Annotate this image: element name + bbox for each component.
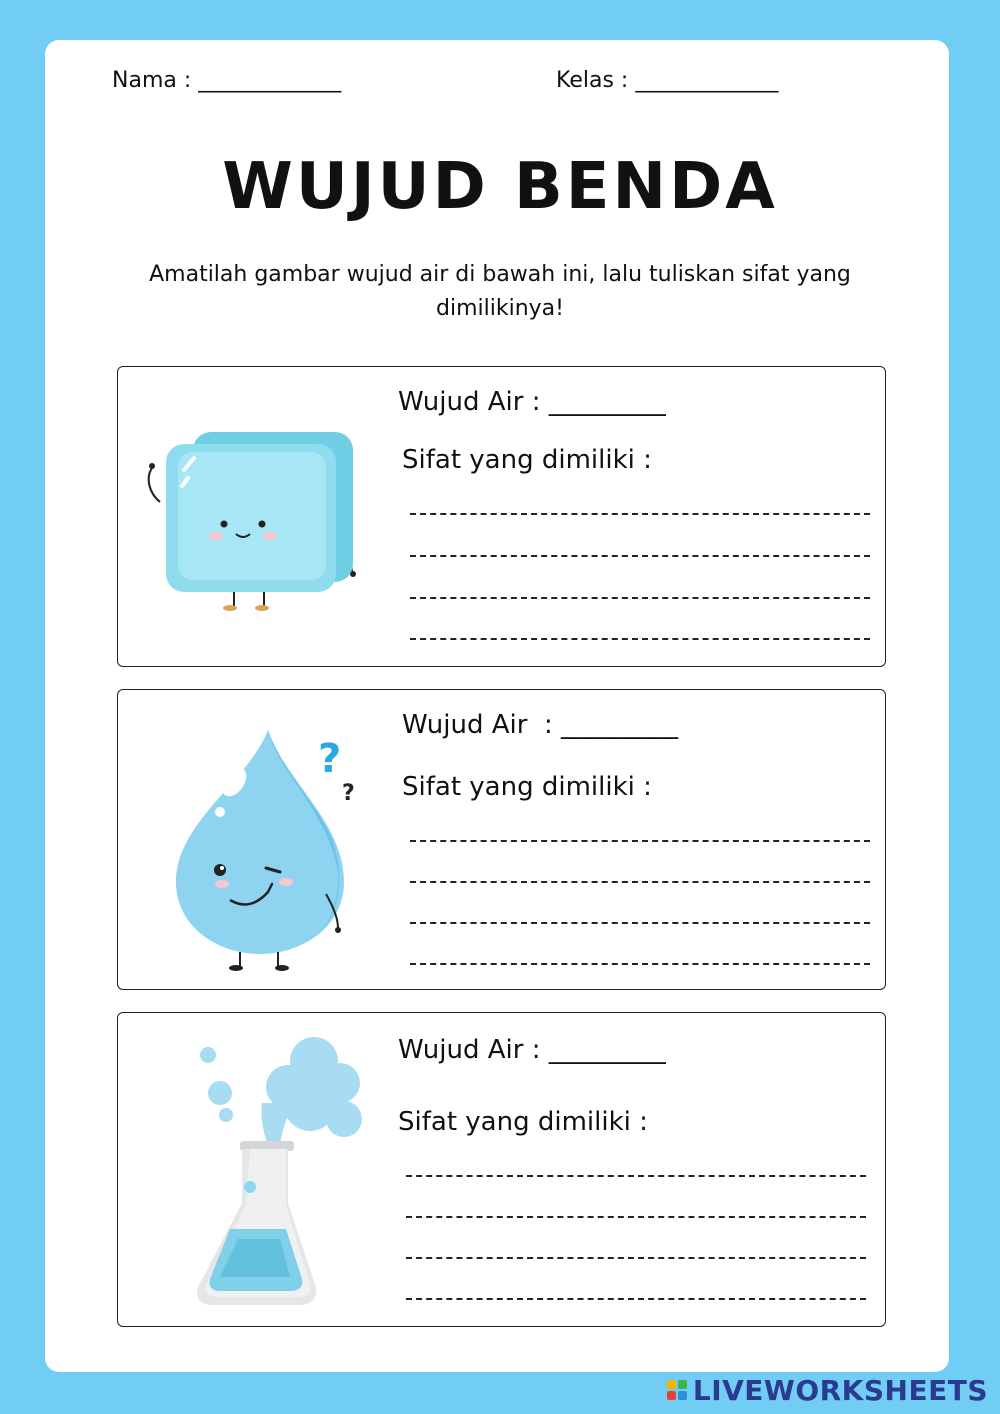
answer-line[interactable] <box>406 1257 866 1259</box>
svg-text:?: ? <box>342 781 355 806</box>
card-ice <box>117 366 886 667</box>
answer-line[interactable] <box>410 638 870 640</box>
answer-line[interactable] <box>406 1175 866 1177</box>
answer-line[interactable] <box>410 840 870 842</box>
instruction-text: Amatilah gambar wujud air di bawah ini, lalu tuliskan sifat yang dimilikinya! <box>149 262 851 321</box>
answer-line[interactable] <box>410 881 870 883</box>
page-title: WUJUD BENDA <box>222 150 778 224</box>
water-drop-icon <box>168 722 368 972</box>
card-water <box>117 689 886 990</box>
liveworksheets-logo-icon <box>667 1380 687 1400</box>
wujud-label: Wujud Air : _________ <box>398 387 666 417</box>
answer-line[interactable] <box>410 597 870 599</box>
wujud-label: Wujud Air : _________ <box>402 710 678 740</box>
name-field-label: Nama : _____________ <box>112 68 342 93</box>
svg-text:?: ? <box>318 736 342 782</box>
answer-line[interactable] <box>410 513 870 515</box>
wujud-label: Wujud Air : _________ <box>398 1035 666 1065</box>
answer-line[interactable] <box>406 1298 866 1300</box>
card-steam <box>117 1012 886 1327</box>
sifat-label: Sifat yang dimiliki : <box>402 445 652 475</box>
answer-line[interactable] <box>410 555 870 557</box>
answer-line[interactable] <box>410 922 870 924</box>
sifat-label: Sifat yang dimiliki : <box>398 1107 648 1137</box>
ice-cube-icon <box>138 422 368 622</box>
brand-text: LIVEWORKSHEETS <box>692 1373 988 1407</box>
sifat-label: Sifat yang dimiliki : <box>402 772 652 802</box>
class-field-label: Kelas : _____________ <box>556 68 779 93</box>
answer-line[interactable] <box>406 1216 866 1218</box>
liveworksheets-logo[interactable] <box>667 1372 988 1408</box>
steam-flask-icon <box>190 1033 370 1313</box>
answer-line[interactable] <box>410 963 870 965</box>
